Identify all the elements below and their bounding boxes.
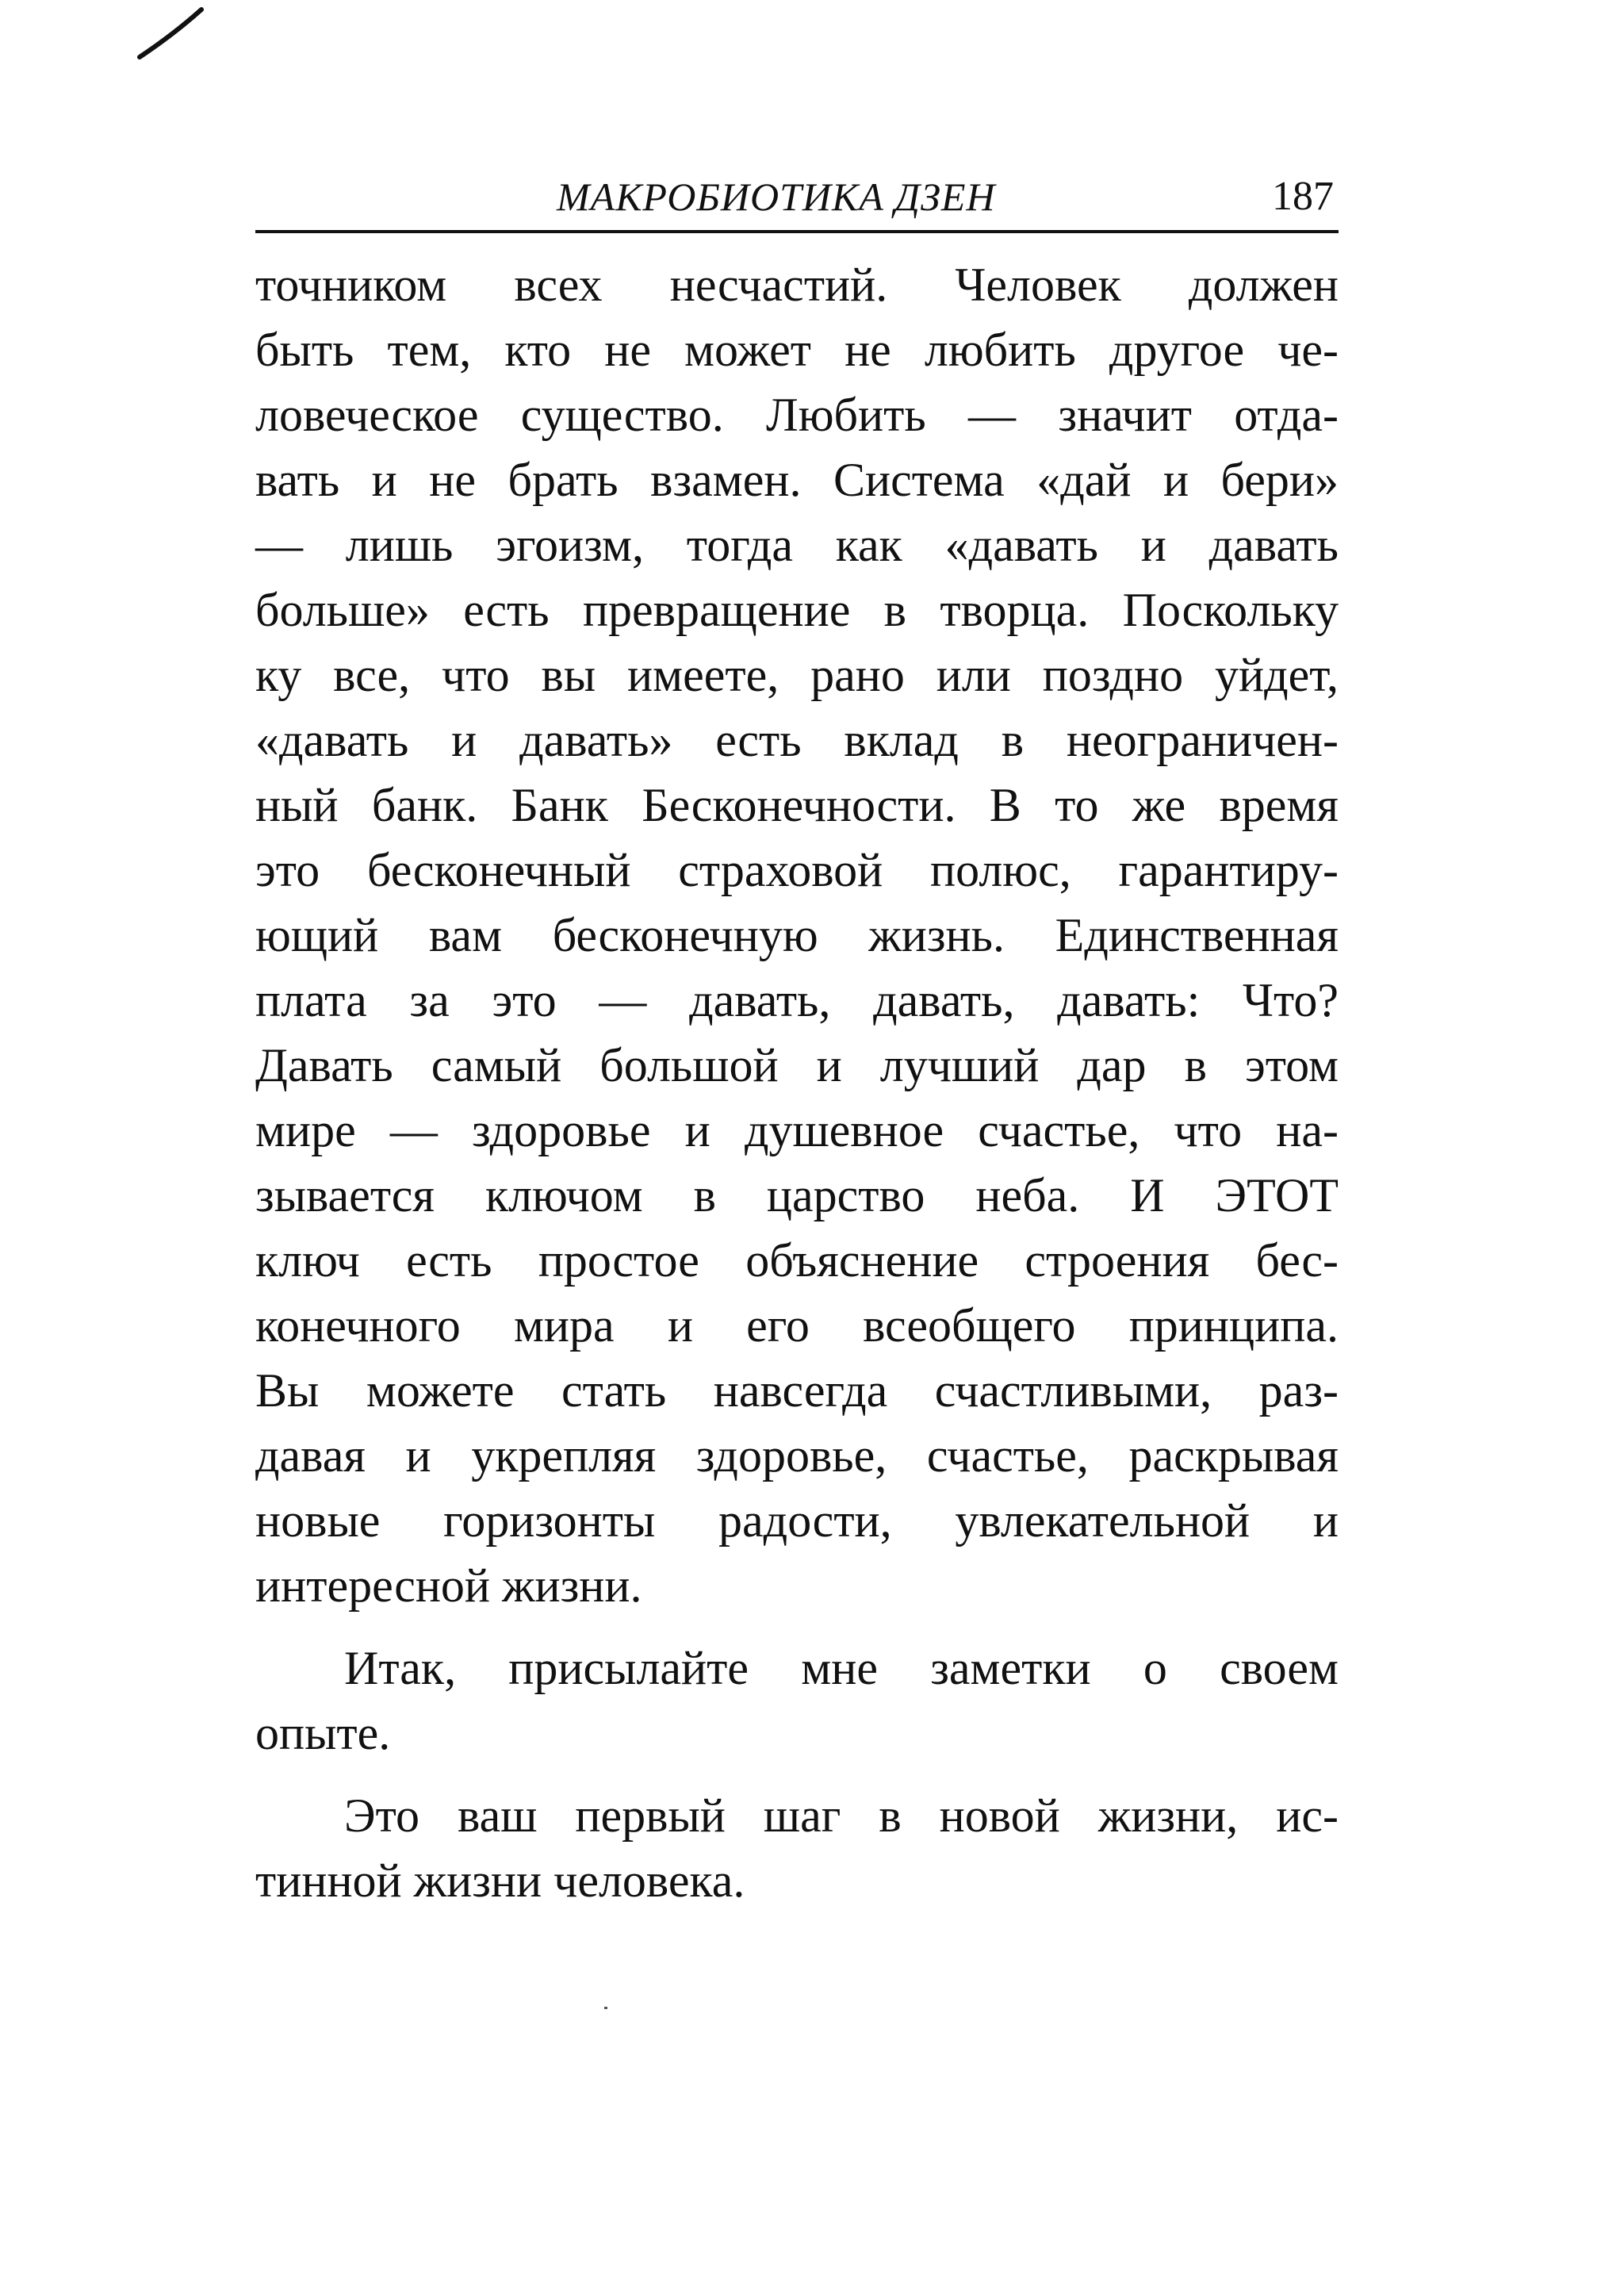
paragraph-2 (255, 1636, 1339, 1766)
text-line: Итак, присылайте мне заметки о своем (344, 1642, 1339, 1694)
paragraph-3 (255, 1783, 1339, 1913)
text-line: интересной жизни. (255, 1559, 642, 1612)
text-line: «давать и давать» есть вклад в неограничен- (255, 714, 1339, 766)
text-line: Вы можете стать навсегда счастливыми, раз- (255, 1364, 1339, 1417)
pen-stroke-mark (135, 6, 206, 62)
text-line: Давать самый большой и лучший дар в этом (255, 1039, 1339, 1091)
text-line: это бесконечный страховой полюс, гарантиру- (255, 844, 1339, 896)
text-line: точником всех несчастий. Человек должен (255, 259, 1339, 311)
text-line: ный банк. Банк Бесконечности. В то же время (255, 779, 1339, 831)
page-body (255, 252, 1339, 1913)
text-line: давая и укрепляя здоровье, счастье, раскрывая (255, 1429, 1339, 1482)
text-line: ловеческое существо. Любить — значит отда- (255, 389, 1339, 441)
text-line: плата за это — давать, давать, давать: Что? (255, 974, 1339, 1026)
paragraph-gap (255, 1766, 1339, 1783)
scan-speck (604, 2007, 607, 2009)
text-line: ключ есть простое объяснение строения бес- (255, 1234, 1339, 1287)
paragraph-1 (255, 252, 1339, 1618)
text-line: ку все, что вы имеете, рано или поздно уйдет, (255, 649, 1339, 701)
text-line: опыте. (255, 1707, 391, 1759)
text-line: тинной жизни человека. (255, 1854, 745, 1907)
running-header (255, 173, 1339, 233)
text-line: Это ваш первый шаг в новой жизни, ис- (344, 1789, 1339, 1842)
text-line: зывается ключом в царство неба. И ЭТОТ (255, 1169, 1339, 1221)
text-line: больше» есть превращение в творца. Поскольку (255, 584, 1339, 636)
text-line: вать и не брать взамен. Система «дай и бери» (255, 454, 1339, 506)
page-number: 187 (1272, 174, 1334, 219)
text-line: ющий вам бесконечную жизнь. Единственная (255, 909, 1339, 961)
text-line: конечного мира и его всеобщего принципа. (255, 1299, 1339, 1352)
paragraph-gap (255, 1618, 1339, 1636)
text-line: новые горизонты радости, увлекательной и (255, 1494, 1339, 1547)
text-line: мире — здоровье и душевное счастье, что на- (255, 1104, 1339, 1156)
text-line: — лишь эгоизм, тогда как «давать и давать (255, 519, 1339, 571)
text-line: быть тем, кто не может не любить другое че- (255, 324, 1339, 376)
header-title: МАКРОБИОТИКА ДЗЕН (557, 174, 996, 219)
